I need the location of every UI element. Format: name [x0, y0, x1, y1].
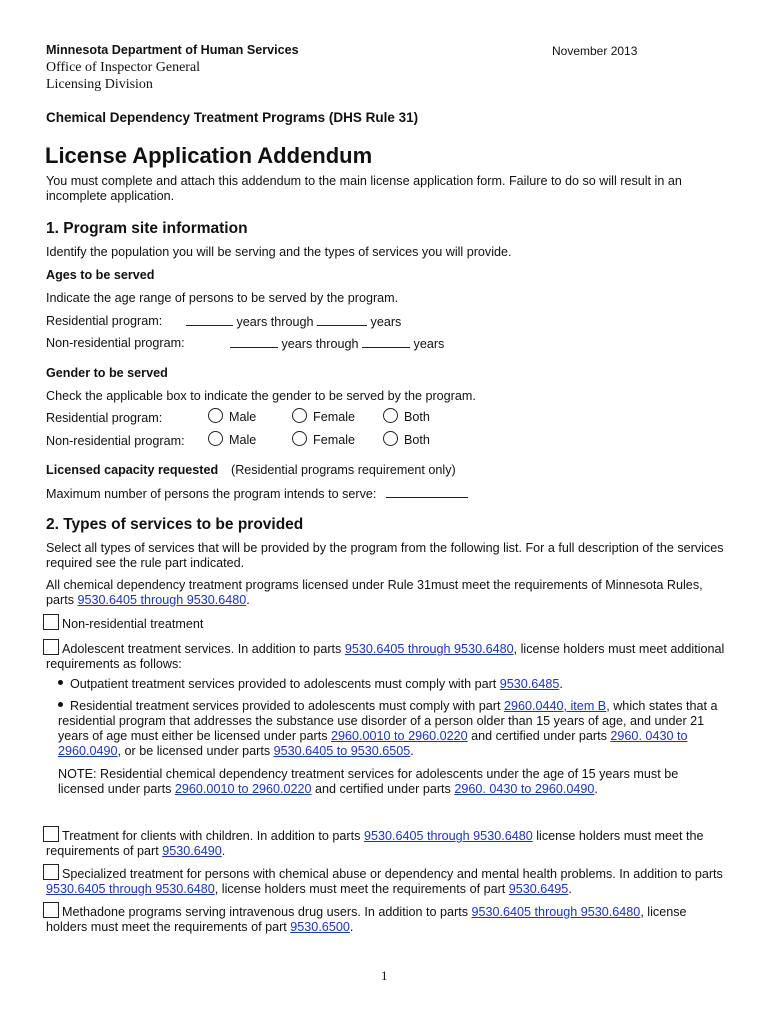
ages-heading: Ages to be served — [46, 268, 155, 282]
ages-residential-label: Residential program: — [46, 314, 163, 328]
bullet-outpatient: Outpatient treatment services provided to adolescents must comply with part 9530.6485. — [58, 677, 563, 691]
adolescent-note: NOTE: Residential chemical dependency treatment services for adolescents under the age of 15 years must be licensed under parts 2960.0010 to 2960.0220 and certified under parts 2960. 0430 to 2960.0490. — [58, 767, 679, 796]
gender-nonresidential-female[interactable]: Female — [292, 431, 355, 447]
rule-link[interactable]: 2960. 0430 to 2960.0490 — [58, 729, 688, 758]
capacity-note: (Residential programs requirement only) — [231, 463, 456, 477]
capacity-heading: Licensed capacity requested — [46, 463, 219, 477]
radio-icon[interactable] — [383, 431, 398, 446]
section2-heading: 2. Types of services to be provided — [46, 516, 304, 533]
capacity-field[interactable] — [386, 486, 468, 498]
radio-icon[interactable] — [383, 408, 398, 423]
page-title: License Application Addendum — [45, 143, 373, 168]
service-specialized: Specialized treatment for persons with chemical abuse or dependency and mental health problems. In addition to parts 9530.6405 through 9530.6480, license holders must meet the requirements of part 9530.6495. — [46, 864, 726, 897]
nonresidential-min-age-field[interactable] — [230, 336, 278, 348]
service-nonresidential — [43, 614, 203, 631]
division-name: Licensing Division — [46, 77, 153, 92]
bullet-icon — [58, 680, 63, 685]
ages-nonresidential-row — [230, 336, 444, 351]
service-methadone: Methadone programs serving intravenous drug users. In addition to parts 9530.6405 through 9530.6480, license holders must meet the requirements of part 9530.6500. — [46, 902, 726, 935]
years-through-text: years through — [281, 337, 359, 351]
nonresidential-max-age-field[interactable] — [362, 336, 410, 348]
gender-residential-male[interactable]: Male — [208, 408, 256, 424]
years-text: years — [413, 337, 445, 351]
rule-link[interactable]: 9530.6490 — [162, 844, 222, 858]
gender-desc: Check the applicable box to indicate the gender to be served by the program. — [46, 389, 476, 403]
rule-link[interactable]: 9530.6405 through 9530.6480 — [77, 593, 247, 607]
specialized-checkbox[interactable] — [43, 864, 59, 880]
capacity-desc: Maximum number of persons the program intends to serve: — [46, 487, 377, 501]
agency-name: Minnesota Department of Human Services — [46, 43, 299, 57]
rule-link[interactable]: 9530.6405 to 9530.6505 — [273, 744, 411, 758]
rule-link[interactable]: 2960.0010 to 2960.0220 — [331, 729, 468, 743]
gender-residential-label: Residential program: — [46, 411, 163, 425]
residential-max-age-field[interactable] — [317, 314, 367, 326]
section1-desc: Identify the population you will be serving and the types of services you will provide. — [46, 245, 512, 259]
ages-nonresidential-label: Non-residential program: — [46, 336, 185, 350]
rule-link[interactable]: 9530.6485 — [499, 677, 560, 691]
service-children: Treatment for clients with children. In addition to parts 9530.6405 through 9530.6480 license holders must meet the requirements of part 9530.6490. — [46, 826, 726, 859]
rule-title: Chemical Dependency Treatment Programs (DHS Rule 31) — [46, 110, 419, 125]
section1-heading: 1. Program site information — [46, 220, 248, 237]
residential-min-age-field[interactable] — [186, 314, 233, 326]
bullet-residential: Residential treatment services provided to adolescents must comply with part 2960.0440, item B, which states that a residential program that addresses the substance use disorder of a person older than 15 years of age, and under 21 years of age must either be licensed under parts 2960.0010 to 2960.0220 and certified under parts 2960. 0430 to 2960.0490, or be licensed under parts 9530.6405 to 9530.6505. — [58, 699, 718, 758]
section2-desc: Select all types of services that will be provided by the program from the following list. For a full description of the services required see the rule part indicated. — [46, 541, 724, 570]
service-adolescent: Adolescent treatment services. In addition to parts 9530.6405 through 9530.6480, license holders must meet additional requirements as follows: — [46, 639, 726, 672]
rule-link[interactable]: 9530.6405 through 9530.6480 — [46, 882, 215, 896]
ages-desc: Indicate the age range of persons to be served by the program. — [46, 291, 399, 305]
adolescent-checkbox[interactable] — [43, 639, 59, 655]
rule-link[interactable]: 9530.6405 through 9530.6480 — [344, 642, 514, 656]
children-checkbox[interactable] — [43, 826, 59, 842]
page-number: 1 — [381, 968, 388, 983]
radio-icon[interactable] — [292, 408, 307, 423]
radio-icon[interactable] — [208, 408, 223, 423]
radio-icon[interactable] — [292, 431, 307, 446]
rule-link[interactable]: 9530.6405 through 9530.6480 — [363, 829, 533, 843]
rule-link[interactable]: 2960. 0430 to 2960.0490 — [454, 782, 595, 796]
gender-nonresidential-male[interactable]: Male — [208, 431, 256, 447]
gender-residential-both[interactable]: Both — [383, 408, 430, 424]
radio-icon[interactable] — [208, 431, 223, 446]
gender-residential-female[interactable]: Female — [292, 408, 355, 424]
rule-link[interactable]: 2960.0440, item B — [503, 699, 607, 713]
rule-link[interactable]: 9530.6495 — [508, 882, 569, 896]
gender-heading: Gender to be served — [46, 366, 168, 380]
rule-link[interactable]: 9530.6500 — [290, 920, 350, 934]
ages-residential-row — [186, 314, 401, 329]
nonresidential-label: Non-residential treatment — [62, 617, 204, 631]
rule-link[interactable]: 2960.0010 to 2960.0220 — [174, 782, 312, 796]
gender-nonresidential-both[interactable]: Both — [383, 431, 430, 447]
years-through-text: years through — [236, 315, 314, 329]
all-programs-text: All chemical dependency treatment programs licensed under Rule 31must meet the requirements of Minnesota Rules, parts 9530.6405 through 9530.6480. — [46, 578, 703, 607]
bullet-icon — [58, 702, 63, 707]
nonresidential-checkbox[interactable] — [43, 614, 59, 630]
rule-link[interactable]: 9530.6405 through 9530.6480 — [471, 905, 641, 919]
document-date: November 2013 — [552, 44, 638, 58]
office-name: Office of Inspector General — [46, 60, 201, 75]
intro-text: You must complete and attach this addendum to the main license application form. Failure to do so will result in an incomplete application. — [46, 174, 682, 203]
methadone-checkbox[interactable] — [43, 902, 59, 918]
gender-nonresidential-label: Non-residential program: — [46, 434, 185, 448]
years-text: years — [370, 315, 402, 329]
capacity-row — [46, 486, 468, 501]
